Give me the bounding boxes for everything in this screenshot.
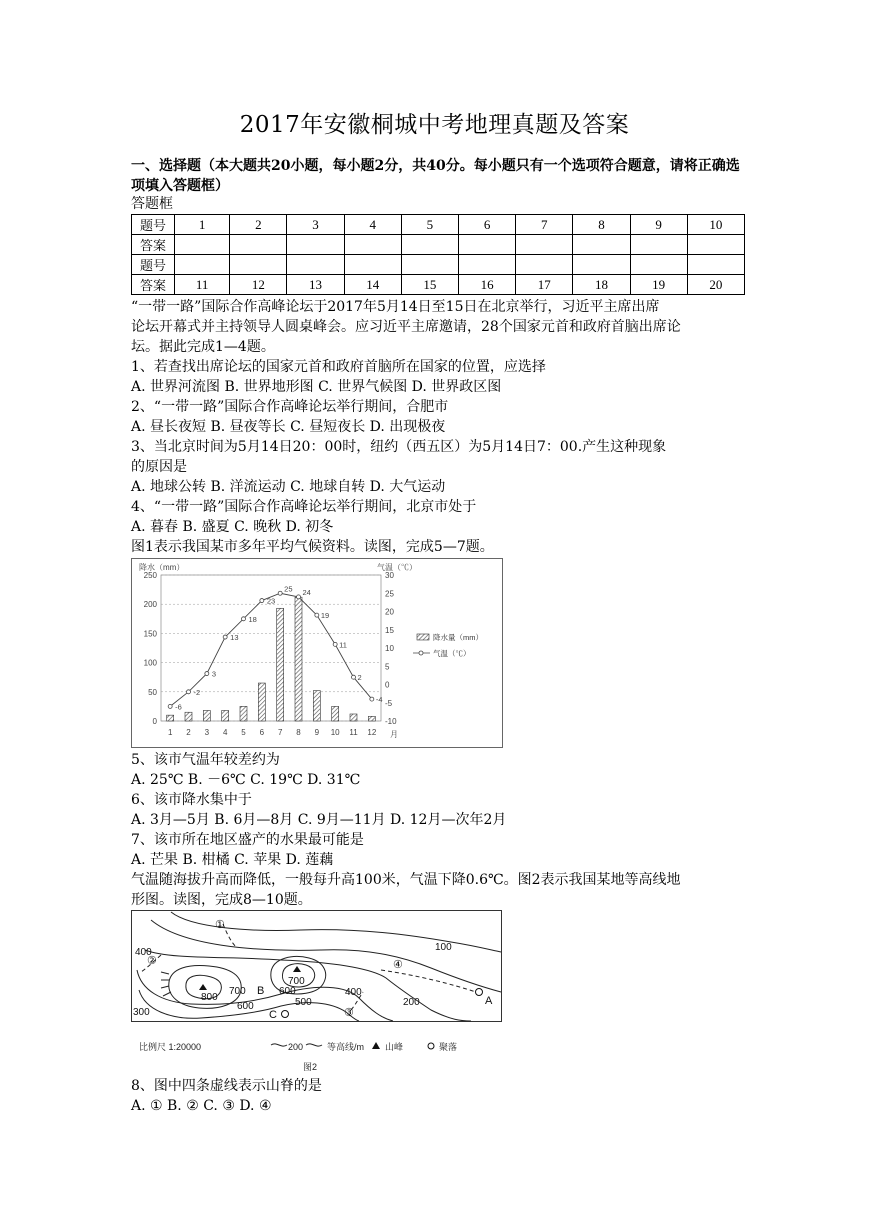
question-1: 1、若查找出席论坛的国家元首和政府首脑所在国家的位置，应选择: [131, 359, 546, 375]
question-4: 4、“一带一路”国际合作高峰论坛举行期间，北京市处于: [131, 499, 477, 515]
precip-bar: [167, 715, 174, 721]
temperature-label: -4: [375, 695, 383, 705]
temperature-label: 11: [339, 640, 347, 650]
point-label-a: A: [485, 995, 493, 1007]
map-legend: [139, 1041, 457, 1072]
intro-line: 坛。据此完成1—4题。: [131, 339, 275, 355]
temperature-point: [278, 591, 282, 595]
temperature-point: [352, 675, 356, 679]
temperature-point: [297, 595, 301, 599]
contour-label: 400: [135, 947, 152, 958]
precip-bar: [350, 714, 357, 721]
left-axis-title: 降水（mm）: [139, 563, 185, 572]
contour-label: 800: [201, 992, 218, 1003]
temperature-label: 19: [320, 611, 330, 621]
table-cell: 12: [230, 275, 287, 295]
point-label-b: B: [257, 985, 265, 997]
x-tick-label: 10: [330, 728, 340, 737]
temperature-label: -2: [193, 687, 201, 697]
x-tick-label: 8: [296, 728, 301, 737]
temperature-label: 18: [248, 614, 257, 624]
figure2-intro: 气温随海拔升高而降低，一般每升高100米，气温下降0.6℃。图2表示我国某地等高线地: [131, 872, 681, 888]
precip-bar: [240, 706, 247, 721]
temperature-point: [168, 704, 172, 708]
temperature-label: 23: [266, 596, 276, 606]
temperature-label: 2: [357, 673, 362, 683]
figure1-intro: 图1表示我国某市多年平均气候资料。读图，完成5—7题。: [131, 539, 494, 555]
left-tick-label: 100: [143, 658, 157, 668]
map-caption: 图2: [303, 1062, 318, 1072]
left-tick-label: 150: [143, 629, 157, 639]
table-cell: 20: [687, 275, 744, 295]
left-tick-label: 200: [143, 600, 157, 610]
contour-label: 500: [295, 997, 312, 1008]
question-3-cont: 的原因是: [131, 459, 187, 475]
legend-peak: 山峰: [385, 1042, 404, 1052]
answer-cell[interactable]: [344, 235, 401, 255]
figure2-intro-cont: 形图。读图，完成8—10题。: [131, 892, 312, 908]
precip-bar: [368, 716, 375, 721]
right-axis-title: 气温（℃）: [377, 563, 417, 572]
row-label: 答案: [132, 275, 175, 295]
row-label: 题号: [132, 215, 175, 235]
precip-bar: [313, 691, 320, 721]
table-row: [132, 275, 745, 295]
question-5-options: A. 25℃ B. －6℃ C. 19℃ D. 31℃: [131, 772, 361, 788]
answer-cell[interactable]: [175, 255, 230, 275]
answer-box-label: 答题框: [131, 196, 173, 212]
answer-cell[interactable]: [230, 235, 287, 255]
legend-peak-icon: [372, 1042, 380, 1049]
contour-label: 400: [345, 987, 362, 998]
table-cell: 19: [630, 275, 687, 295]
temperature-label: 13: [230, 633, 239, 643]
x-tick-label: 6: [259, 728, 265, 737]
precip-bar: [277, 608, 284, 721]
table-cell: 6: [459, 215, 516, 235]
table-cell: 5: [401, 215, 458, 235]
x-tick-label: 11: [349, 728, 358, 737]
table-row: [132, 215, 745, 235]
temperature-point: [333, 642, 337, 646]
x-axis-unit: 月: [390, 730, 398, 739]
x-tick-label: 12: [367, 728, 377, 737]
contour-label: 600: [237, 1001, 254, 1012]
answer-cell[interactable]: [630, 255, 687, 275]
contour-label: 100: [435, 942, 452, 953]
legend-line-marker: [419, 651, 423, 655]
precip-bar: [332, 706, 339, 721]
temperature-point: [187, 690, 191, 694]
table-cell: 18: [573, 275, 630, 295]
contour-map: [131, 910, 503, 1074]
contour-label: 200: [403, 997, 420, 1008]
table-cell: 9: [630, 215, 687, 235]
left-tick-label: 0: [152, 717, 157, 726]
contour-label: 600: [279, 986, 296, 997]
precip-bar: [222, 710, 229, 721]
map-frame: [132, 911, 502, 1022]
temperature-point: [242, 617, 246, 621]
question-8: 8、图中四条虚线表示山脊的是: [131, 1078, 322, 1094]
row-label: 题号: [132, 255, 175, 275]
temperature-point: [315, 613, 319, 617]
table-cell: 1: [175, 215, 230, 235]
legend-contour-value: 200: [288, 1042, 304, 1052]
table-cell: 4: [344, 215, 401, 235]
temperature-label: 3: [211, 669, 217, 679]
answer-cell[interactable]: [687, 255, 744, 275]
table-cell: 2: [230, 215, 287, 235]
circled-label-3: ③: [344, 1007, 354, 1019]
answer-cell[interactable]: [573, 235, 630, 255]
precip-bar: [185, 712, 192, 721]
right-tick-label: -10: [385, 717, 397, 726]
table-cell: 3: [287, 215, 344, 235]
question-6-options: A. 3月—5月 B. 6月—8月 C. 9月—11月 D. 12月—次年2月: [131, 812, 507, 828]
left-tick-label: 50: [148, 687, 157, 697]
question-2-options: A. 昼长夜短 B. 昼夜等长 C. 昼短夜长 D. 出现极夜: [131, 419, 446, 435]
x-tick-label: 5: [241, 728, 246, 737]
precip-bar: [295, 597, 302, 721]
x-tick-label: 1: [167, 728, 173, 737]
answer-cell[interactable]: [630, 235, 687, 255]
table-cell: 7: [516, 215, 573, 235]
temperature-point: [205, 672, 209, 676]
question-6: 6、该市降水集中于: [131, 792, 252, 808]
section-heading: 一、选择题（本大题共20小题，每小题2分，共40分。每小题只有一个选项符合题意，请将正确选项填入答题框）: [131, 158, 740, 194]
settlement-icon: [282, 1011, 289, 1018]
temperature-label: 25: [284, 584, 293, 594]
table-cell: 13: [287, 275, 344, 295]
legend-temp: 气温（℃）: [433, 649, 471, 658]
right-tick-label: 5: [385, 662, 390, 672]
table-cell: 17: [516, 275, 573, 295]
climate-chart: [131, 558, 503, 748]
right-tick-label: 30: [385, 571, 394, 580]
left-tick-label: 250: [143, 571, 157, 580]
question-4-options: A. 暮春 B. 盛夏 C. 晚秋 D. 初冬: [131, 519, 334, 535]
answer-cell[interactable]: [516, 255, 573, 275]
right-tick-label: 10: [385, 644, 394, 653]
circled-label-1: ①: [215, 919, 225, 931]
table-cell: 10: [687, 215, 744, 235]
intro-line: 论坛开幕式并主持领导人圆桌峰会。应习近平主席邀请，28个国家元首和政府首脑出席论: [131, 319, 681, 335]
intro-line: “一带一路”国际合作高峰论坛于2017年5月14日至15日在北京举行，习近平主席出席: [131, 299, 660, 315]
right-tick-label: 20: [385, 607, 394, 617]
question-7-options: A. 芒果 B. 柑橘 C. 苹果 D. 莲藕: [131, 852, 334, 868]
precip-bar: [203, 710, 210, 721]
right-tick-label: 15: [385, 625, 394, 635]
table-cell: 14: [344, 275, 401, 295]
answer-cell[interactable]: [287, 235, 344, 255]
answer-table: [131, 214, 745, 295]
x-tick-label: 4: [222, 728, 228, 737]
answer-cell[interactable]: [573, 255, 630, 275]
map-scale: 比例尺 1:20000: [139, 1042, 202, 1052]
contour-label: 700: [229, 986, 246, 997]
x-tick-label: 2: [186, 728, 191, 737]
right-tick-label: 0: [385, 680, 390, 690]
question-5: 5、该市气温年较差约为: [131, 752, 280, 768]
table-row: [132, 255, 745, 275]
table-cell: 11: [175, 275, 230, 295]
x-tick-label: 3: [204, 728, 210, 737]
answer-cell[interactable]: [344, 255, 401, 275]
temperature-point: [223, 635, 227, 639]
right-tick-label: 25: [385, 589, 394, 599]
question-2: 2、“一带一路”国际合作高峰论坛举行期间，合肥市: [131, 399, 449, 415]
temperature-point: [260, 599, 264, 603]
legend-bar-swatch: [417, 634, 429, 640]
contour-label: 300: [133, 1007, 150, 1018]
table-cell: 16: [459, 275, 516, 295]
question-8-options: A. ① B. ② C. ③ D. ④: [131, 1098, 272, 1114]
temperature-label: 24: [302, 587, 311, 597]
point-label-c: C: [269, 1009, 277, 1021]
page-title: 2017年安徽桐城中考地理真题及答案: [239, 112, 630, 138]
table-cell: 8: [573, 215, 630, 235]
answer-cell[interactable]: [459, 255, 516, 275]
legend-precip: 降水量（mm）: [433, 633, 483, 642]
answer-cell[interactable]: [230, 255, 287, 275]
legend-contour-swatch: [271, 1044, 287, 1046]
temperature-point: [370, 697, 374, 701]
x-tick-label: 7: [277, 728, 283, 737]
answer-cell[interactable]: [175, 235, 230, 255]
row-label: 答案: [132, 235, 175, 255]
table-cell: 15: [401, 275, 458, 295]
question-1-options: A. 世界河流图 B. 世界地形图 C. 世界气候图 D. 世界政区图: [131, 379, 502, 395]
contour-label: 700: [288, 976, 305, 987]
question-7: 7、该市所在地区盛产的水果最可能是: [131, 832, 364, 848]
answer-cell[interactable]: [687, 235, 744, 255]
table-row: [132, 235, 745, 255]
temperature-label: -6: [175, 702, 182, 712]
legend-settlement: 聚落: [439, 1042, 458, 1052]
right-tick-label: -5: [385, 698, 393, 708]
answer-cell[interactable]: [287, 255, 344, 275]
legend-settlement-icon: [428, 1043, 434, 1049]
question-3: 3、当北京时间为5月14日20：00时，纽约（西五区）为5月14日7：00.产生这种现象: [131, 439, 667, 455]
answer-cell[interactable]: [401, 235, 458, 255]
question-3-options: A. 地球公转 B. 洋流运动 C. 地球自转 D. 大气运动: [131, 479, 446, 495]
legend-contour-swatch-right: [306, 1044, 322, 1046]
answer-cell[interactable]: [401, 255, 458, 275]
circled-label-4: ④: [393, 959, 403, 971]
settlement-icon: [476, 989, 483, 996]
answer-cell[interactable]: [516, 235, 573, 255]
x-tick-label: 9: [314, 728, 320, 737]
circled-label-2: ②: [147, 955, 157, 967]
answer-cell[interactable]: [459, 235, 516, 255]
legend-contour-text: 等高线/m: [327, 1042, 364, 1052]
precip-bar: [258, 683, 265, 721]
